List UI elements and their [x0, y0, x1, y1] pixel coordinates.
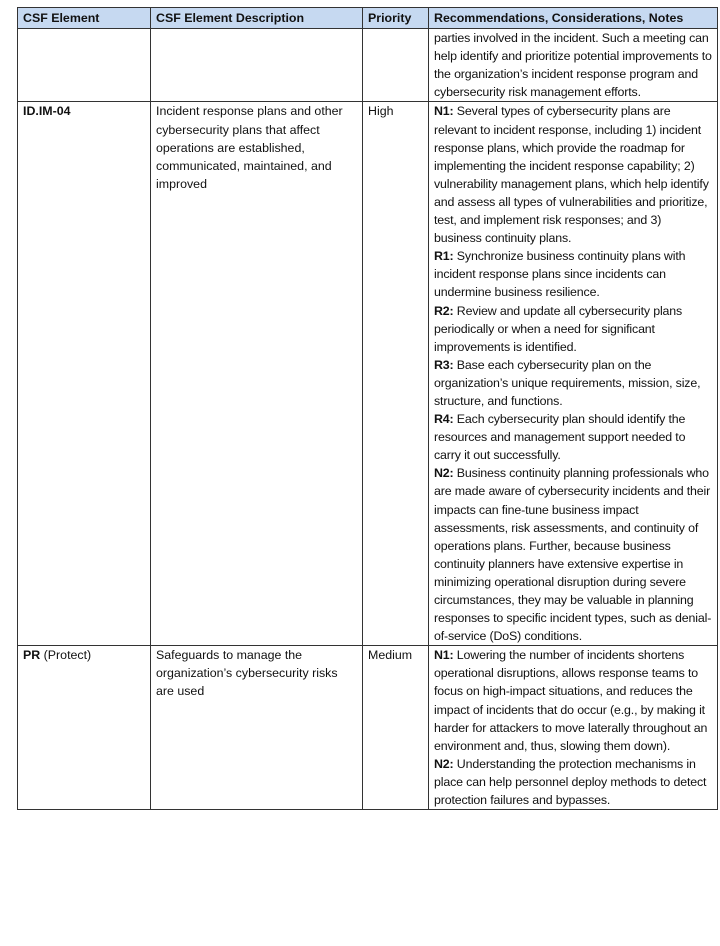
csf-table — [17, 7, 718, 810]
note-tag: N1: — [434, 104, 454, 119]
note-text: Review and update all cybersecurity plans periodically or when a need for significant improvements is identified. — [434, 303, 683, 354]
note-paragraph — [434, 410, 712, 464]
table-header-row — [18, 8, 718, 29]
note-paragraph — [434, 356, 712, 410]
note-tag: R1: — [434, 249, 454, 264]
note-tag: N1: — [434, 648, 454, 663]
header-priority: Priority — [363, 8, 429, 29]
note-paragraph — [434, 646, 712, 755]
notes-cell — [429, 102, 718, 646]
note-paragraph — [434, 464, 712, 645]
csf-element-cell — [18, 102, 151, 646]
note-tag: N2: — [434, 756, 454, 771]
note-text: Each cybersecurity plan should identify the resources and management support needed to carry it out successfully. — [434, 412, 686, 463]
note-text: Business continuity planning professionals who are made aware of cybersecurity incidents and their impacts can fine-tune business impact assessments, risk assessments, and continuity of operations plans. Further, because business continuity planners have extensive expertise in minimizing operational disruption during severe circumstances, they may be valuable in planning responses to specific incident types, such as denial-of-service (DoS) conditions. — [434, 466, 712, 644]
header-csf-element: CSF Element — [18, 8, 151, 29]
priority-cell: High — [363, 102, 429, 646]
csf-element-id: PR — [23, 648, 41, 663]
note-text: parties involved in the incident. Such a meeting can help identify and prioritize potential improvements to the organization’s incident response program and cybersecurity risk management efforts. — [434, 31, 712, 100]
csf-element-description — [151, 29, 363, 102]
note-paragraph — [434, 29, 712, 101]
csf-element-id: ID.IM-04 — [23, 104, 71, 119]
note-tag: R3: — [434, 357, 454, 372]
note-paragraph — [434, 102, 712, 247]
notes-cell — [429, 29, 718, 102]
header-csf-element-description: CSF Element Description — [151, 8, 363, 29]
table-row — [18, 646, 718, 810]
note-paragraph — [434, 302, 712, 356]
note-text: Understanding the protection mechanisms in place can help personnel deploy methods to detect protection failures and bypasses. — [434, 756, 707, 808]
notes-cell — [429, 646, 718, 810]
table-row — [18, 102, 718, 646]
priority-cell — [363, 29, 429, 102]
csf-element-description: Safeguards to manage the organization’s cybersecurity risks are used — [151, 646, 363, 810]
note-tag: R2: — [434, 303, 454, 318]
csf-element-cell — [18, 646, 151, 810]
header-recommendations: Recommendations, Considerations, Notes — [429, 8, 718, 29]
note-paragraph — [434, 755, 712, 809]
csf-element-description: Incident response plans and other cybersecurity plans that affect operations are established, communicated, maintained, and improved — [151, 102, 363, 646]
table-row — [18, 29, 718, 102]
note-text: Base each cybersecurity plan on the organization’s unique requirements, mission, size, structure, and functions. — [434, 357, 701, 408]
note-text: Several types of cybersecurity plans are relevant to incident response, including 1) incident response plans, which provide the roadmap for implementing the incident response capability; 2) vulnerability management plans, which help identify and assess all types of vulnerabilities and prioritize, test, and implement risk responses; and 3) business continuity plans. — [434, 104, 709, 246]
priority-cell: Medium — [363, 646, 429, 810]
note-paragraph — [434, 247, 712, 301]
note-text: Lowering the number of incidents shortens operational disruptions, allows response teams to focus on high-impact situations, and reduces the impact of incidents that do occur (e.g., by making it harder for attackers to move laterally throughout an environment and, thus, slowing them down). — [434, 648, 708, 753]
note-tag: N2: — [434, 466, 454, 481]
csf-element-sub: (Protect) — [40, 648, 92, 663]
note-tag: R4: — [434, 412, 454, 427]
csf-element-cell — [18, 29, 151, 102]
note-text: Synchronize business continuity plans with incident response plans since incidents can undermine business resilience. — [434, 249, 686, 300]
